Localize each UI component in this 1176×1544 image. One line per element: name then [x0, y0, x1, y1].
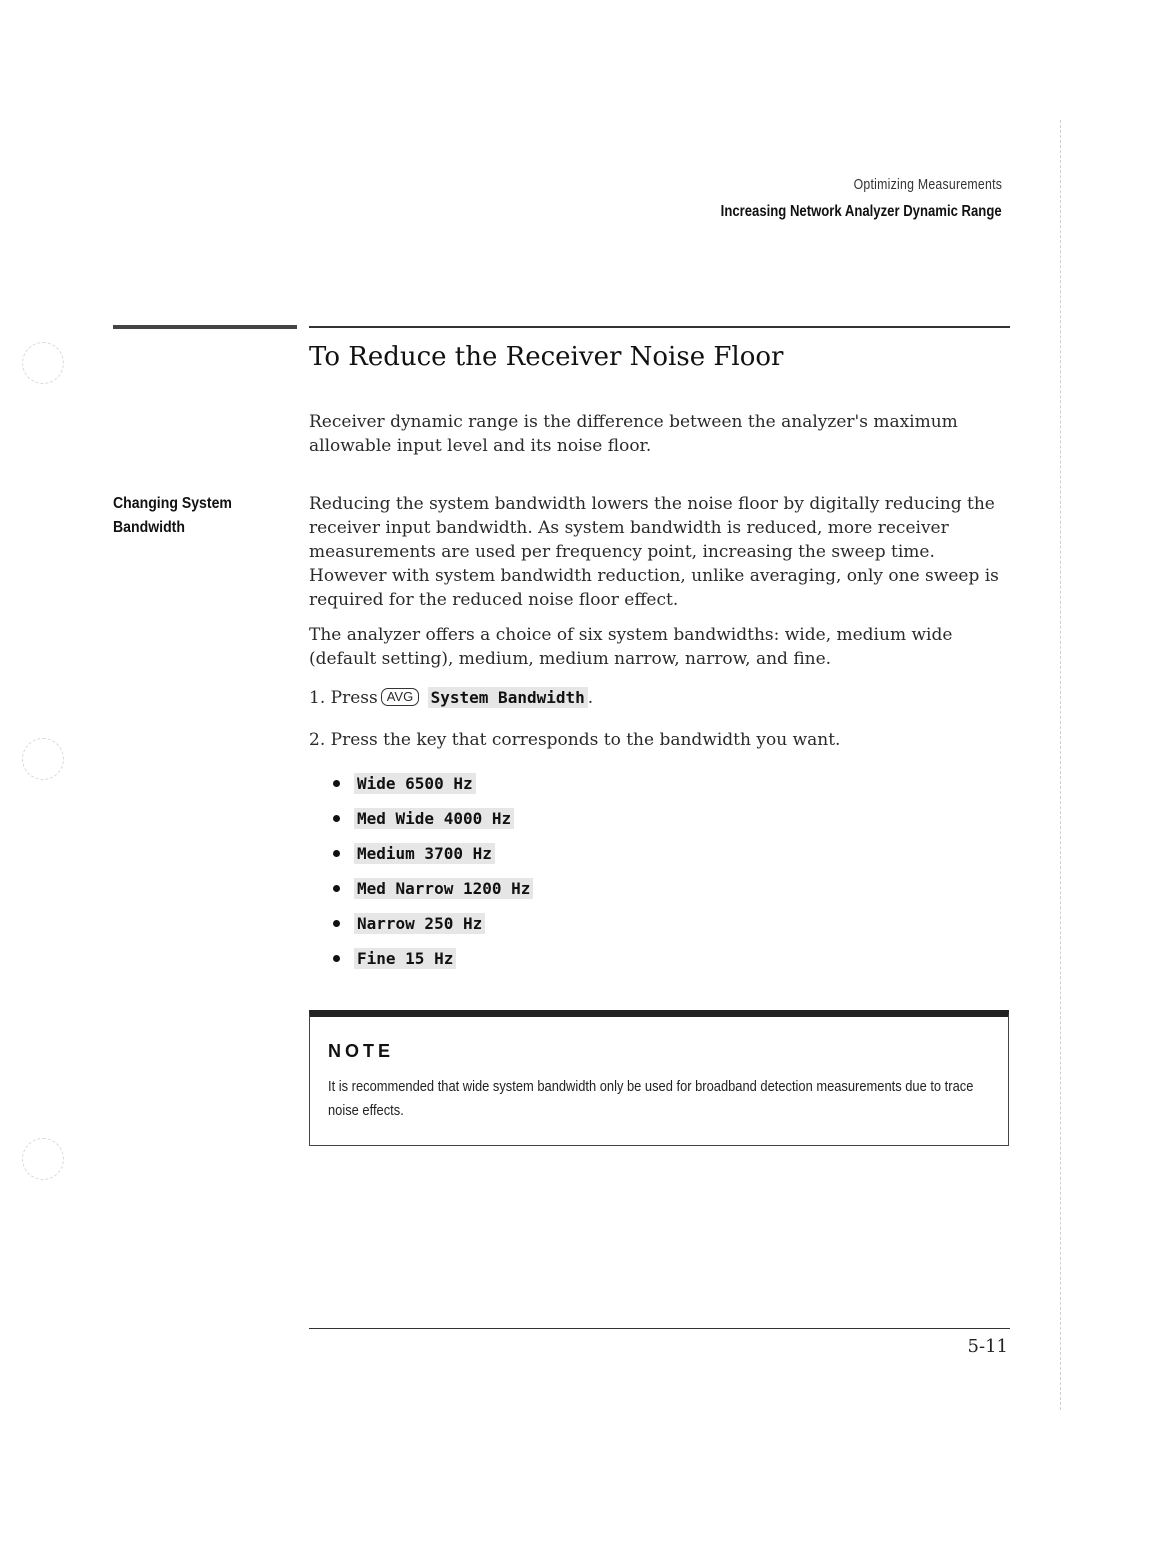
intro-paragraph: Receiver dynamic range is the difference between the analyzer's maximum allowable input level and its noise floor. [309, 412, 958, 456]
medium-softkey[interactable]: Medium 3700 Hz [354, 843, 495, 864]
page-title: To Reduce the Receiver Noise Floor [309, 342, 784, 372]
step-2 [309, 730, 840, 750]
note-box [309, 1010, 1009, 1146]
note-title: NOTE [328, 1041, 395, 1061]
fine-softkey[interactable]: Fine 15 Hz [354, 948, 456, 969]
page-number: 5-11 [967, 1336, 1008, 1357]
narrow-softkey[interactable]: Narrow 250 Hz [354, 913, 485, 934]
bullet-icon [333, 920, 340, 927]
note-text: It is recommended that wide system bandwidth only be used for broadband detection measurements due to trace noise effects. [328, 1078, 974, 1119]
list-item [333, 801, 533, 836]
step-1-end: . [587, 688, 594, 708]
system-bandwidth-softkey[interactable]: System Bandwidth [428, 687, 588, 708]
list-item [333, 836, 533, 871]
bullet-icon [333, 850, 340, 857]
step-2-number: 2. [309, 730, 326, 750]
section-rule-thin [309, 326, 1010, 328]
page-edge-line [1060, 120, 1061, 1410]
running-header-subsection: Increasing Network Analyzer Dynamic Range [721, 203, 1002, 220]
step-1-number: 1. [309, 688, 326, 708]
med-wide-softkey[interactable]: Med Wide 4000 Hz [354, 808, 514, 829]
punch-hole-bottom [22, 1138, 64, 1180]
bullet-icon [333, 885, 340, 892]
bullet-icon [333, 815, 340, 822]
bandwidth-list [333, 766, 533, 976]
avg-hardkey[interactable]: AVG [381, 688, 420, 706]
step-1-text: Press [330, 688, 378, 708]
step-2-text: Press the key that corresponds to the bandwidth you want. [330, 730, 841, 750]
list-item [333, 906, 533, 941]
bullet-icon [333, 955, 340, 962]
med-narrow-softkey[interactable]: Med Narrow 1200 Hz [354, 878, 533, 899]
list-item [333, 766, 533, 801]
running-header-section: Optimizing Measurements [853, 176, 1002, 193]
list-item [333, 871, 533, 906]
punch-hole-middle [22, 738, 64, 780]
section-rule-thick [113, 325, 297, 329]
side-heading: Changing System Bandwidth [113, 495, 232, 536]
footer-rule [309, 1328, 1010, 1329]
punch-hole-top [22, 342, 64, 384]
bullet-icon [333, 780, 340, 787]
choices-paragraph: The analyzer offers a choice of six system bandwidths: wide, medium wide (default setting), medium, medium narrow, narrow, and fine. [309, 625, 953, 669]
bandwidth-paragraph: Reducing the system bandwidth lowers the noise floor by digitally reducing the receiver input bandwidth. As system bandwidth is reduced, more receiver measurements are used per frequency point, increasing the sweep time. However with system bandwidth reduction, unlike averaging, only one sweep is required for the reduced noise floor effect. [309, 494, 999, 610]
wide-softkey[interactable]: Wide 6500 Hz [354, 773, 476, 794]
step-1 [309, 688, 593, 708]
list-item [333, 941, 533, 976]
